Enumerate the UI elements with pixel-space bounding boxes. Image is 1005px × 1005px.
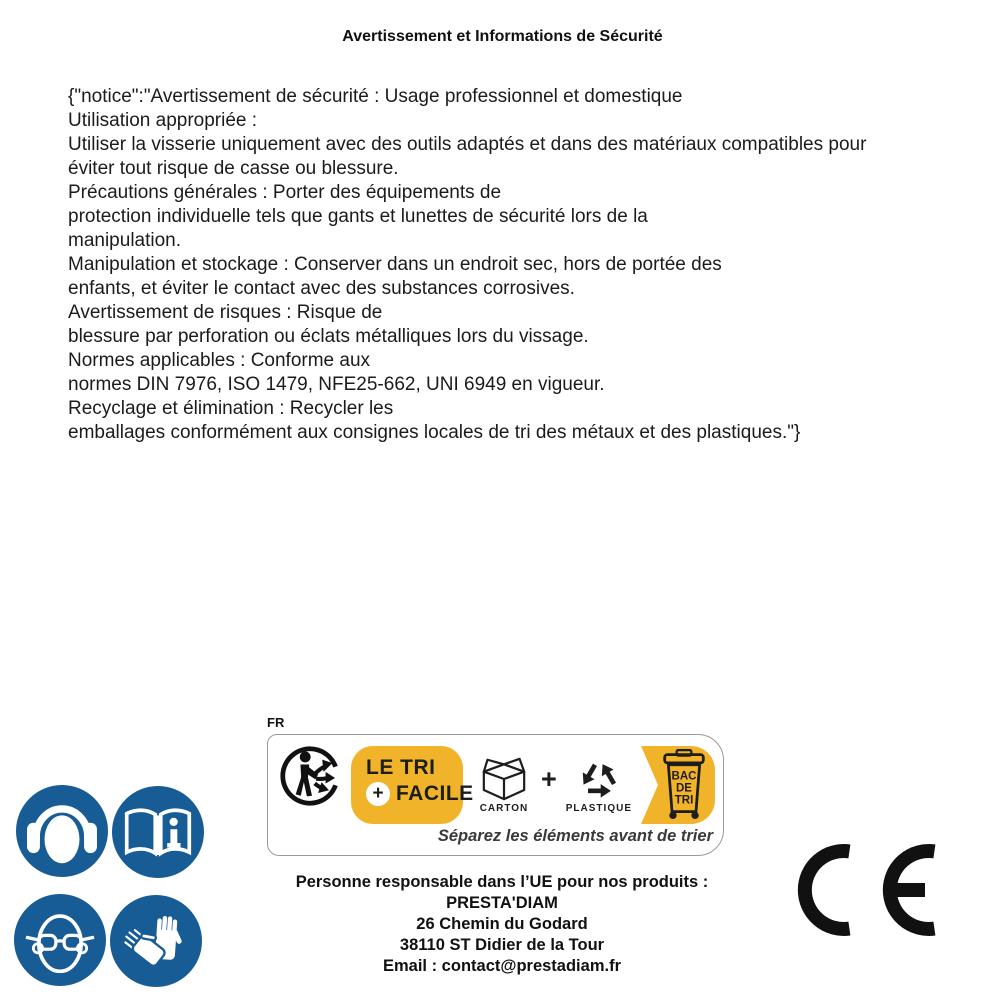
notice-line: {"notice":"Avertissement de sécurité : Usage professionnel et domestique: [68, 86, 683, 107]
page-title: Avertissement et Informations de Sécurité: [342, 28, 663, 45]
notice-line: normes DIN 7976, ISO 1479, NFE25-662, UNI 6949 en vigueur.: [68, 374, 605, 395]
le-tri-text: LE TRI: [366, 756, 436, 779]
arrow-endcap: [641, 746, 715, 824]
responsible-person-block: [252, 872, 752, 977]
notice-line: éviter tout risque de casse ou blessure.: [68, 158, 399, 179]
notice-line: Précautions générales : Porter des équipements de: [68, 182, 502, 203]
facile-text: FACILE: [396, 782, 474, 805]
notice-line: enfants, et éviter le contact avec des substances corrosives.: [68, 278, 575, 299]
ce-marking-icon: [797, 843, 937, 937]
fr-country-label: FR: [267, 715, 285, 730]
sort-instruction-text: Séparez les éléments avant de trier: [437, 827, 713, 845]
bin-text-line: DE: [676, 782, 692, 795]
notice-line: Normes applicables : Conforme aux: [68, 350, 371, 371]
notice-line: manipulation.: [68, 230, 182, 251]
material-carton: [476, 757, 532, 814]
le-tri-facile-badge: [351, 746, 474, 824]
notice-line: Utiliser la visserie uniquement avec des outils adaptés et dans des matériaux compatibles pour: [68, 134, 867, 155]
wear-eye-protection-icon: [14, 894, 106, 986]
recycling-sorting-label: [267, 734, 724, 856]
wear-ear-protection-icon: [16, 785, 108, 877]
triman-icon: [276, 742, 348, 810]
plus-separator: +: [540, 763, 557, 794]
material-plastique: [566, 757, 632, 814]
materials-zone: [465, 746, 643, 824]
notice-line: emballages conformément aux consignes locales de tri des métaux et des plastiques."}: [68, 422, 801, 443]
carton-label: CARTON: [479, 802, 529, 814]
responsible-line: Email : contact@prestadiam.fr: [383, 957, 621, 975]
notice-line: Utilisation appropriée :: [68, 110, 258, 131]
wear-protective-gloves-icon: [110, 895, 202, 987]
bin-text-line: TRI: [674, 794, 694, 807]
responsible-line: 26 Chemin du Godard: [416, 915, 588, 933]
responsible-line: 38110 ST Didier de la Tour: [399, 936, 605, 954]
recycle-arrows-icon: [573, 757, 625, 801]
plus-circle-icon: +: [366, 782, 390, 806]
responsible-line: PRESTA'DIAM: [446, 894, 558, 912]
notice-line: Manipulation et stockage : Conserver dans un endroit sec, hors de portée des: [68, 254, 722, 275]
plastique-label: PLASTIQUE: [565, 802, 632, 814]
sorting-bin-icon: [661, 749, 707, 821]
read-instruction-manual-icon: [112, 786, 204, 878]
notice-line: Avertissement de risques : Risque de: [68, 302, 383, 323]
notice-line: Recyclage et élimination : Recycler les: [68, 398, 394, 419]
responsible-line: Personne responsable dans l’UE pour nos produits :: [295, 873, 709, 891]
carton-box-icon: [476, 757, 532, 801]
notice-line: blessure par perforation ou éclats métalliques lors du vissage.: [68, 326, 589, 347]
notice-line: protection individuelle tels que gants et lunettes de sécurité lors de la: [68, 206, 648, 227]
bin-text-line: BAC: [671, 770, 697, 783]
notice-text: [68, 85, 968, 445]
